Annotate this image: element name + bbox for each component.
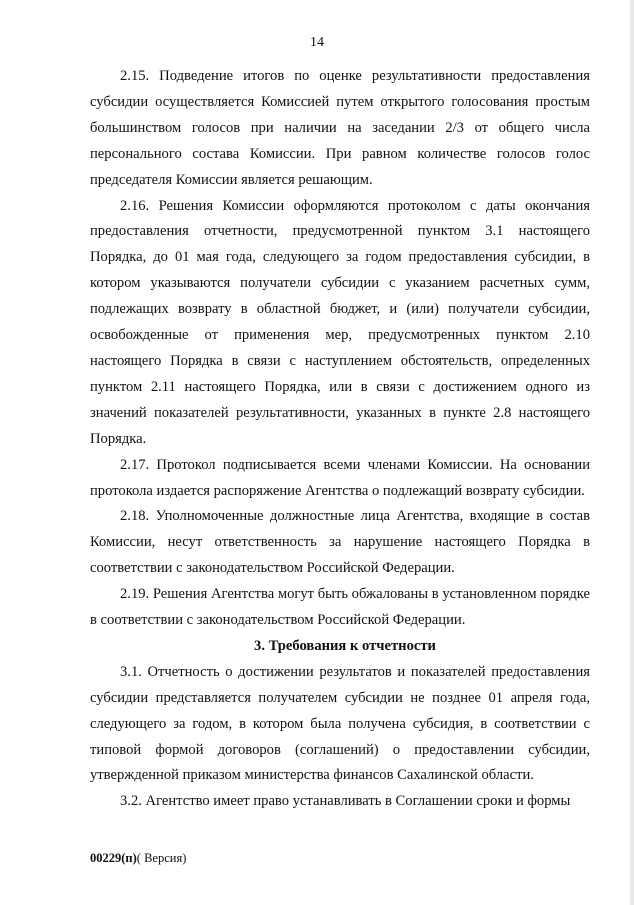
footer-document-code [90,851,186,866]
paragraph-2-15: 2.15. Подведение итогов по оценке результативности предоставления субсидии осуществляется Комиссией путем открытого голосования простым большинством голосов при наличии на заседании 2/3 от общего числа персонального состава Комиссии. При равном количестве голосов голос председателя Комиссии является решающим. [90,68,590,188]
document-body [90,64,590,815]
paragraph-2-18: 2.18. Уполномоченные должностные лица Агентства, входящие в состав Комиссии, несут ответственность за нарушение настоящего Порядка в соответствии с законодательством Российской Федерации. [90,508,590,577]
page-edge [630,0,634,905]
paragraph-3-2: 3.2. Агентство имеет право устанавливать в Соглашении сроки и формы [120,793,571,810]
section-heading: 3. Требования к отчетности [254,637,436,654]
footer-code: 00229(п) [90,851,137,865]
page-number: 14 [310,35,324,50]
footer-version: ( Версия) [136,851,187,865]
paragraph-2-16: 2.16. Решения Комиссии оформляются протоколом с даты окончания предоставления отчетности, предусмотренной пунктом 3.1 настоящего Порядка, до 01 мая года, следующего за годом предоставления субсидии, в котором указываются получатели субсидии с указанием расчетных сумм, подлежащих возврату в областной бюджет, и (или) получатели субсидии, освобожденные от применения мер, предусмотренных пунктом 2.10 настоящего Порядка в связи с наступлением обстоятельств, определенных пунктом 2.11 настоящего Порядка, или в связи с достижением одного из значений показателей результативности, указанных в пункте 2.8 настоящего Порядка. [90,197,590,447]
paragraph-2-17: 2.17. Протокол подписывается всеми членами Комиссии. На основании протокола издается распоряжение Агентства о подлежащий возврату субсидии. [90,456,590,499]
paragraph-2-19: 2.19. Решения Агентства могут быть обжалованы в установленном порядке в соответствии с законодательством Российской Федерации. [90,586,590,629]
paragraph-3-1: 3.1. Отчетность о достижении результатов и показателей предоставления субсидии представляется получателем субсидии не позднее 01 апреля года, следующего за годом, в котором была получена субсидия, в соответствии с типовой формой договоров (соглашений) о предоставлении субсидии, утвержденной приказом министерства финансов Сахалинской области. [90,663,590,784]
